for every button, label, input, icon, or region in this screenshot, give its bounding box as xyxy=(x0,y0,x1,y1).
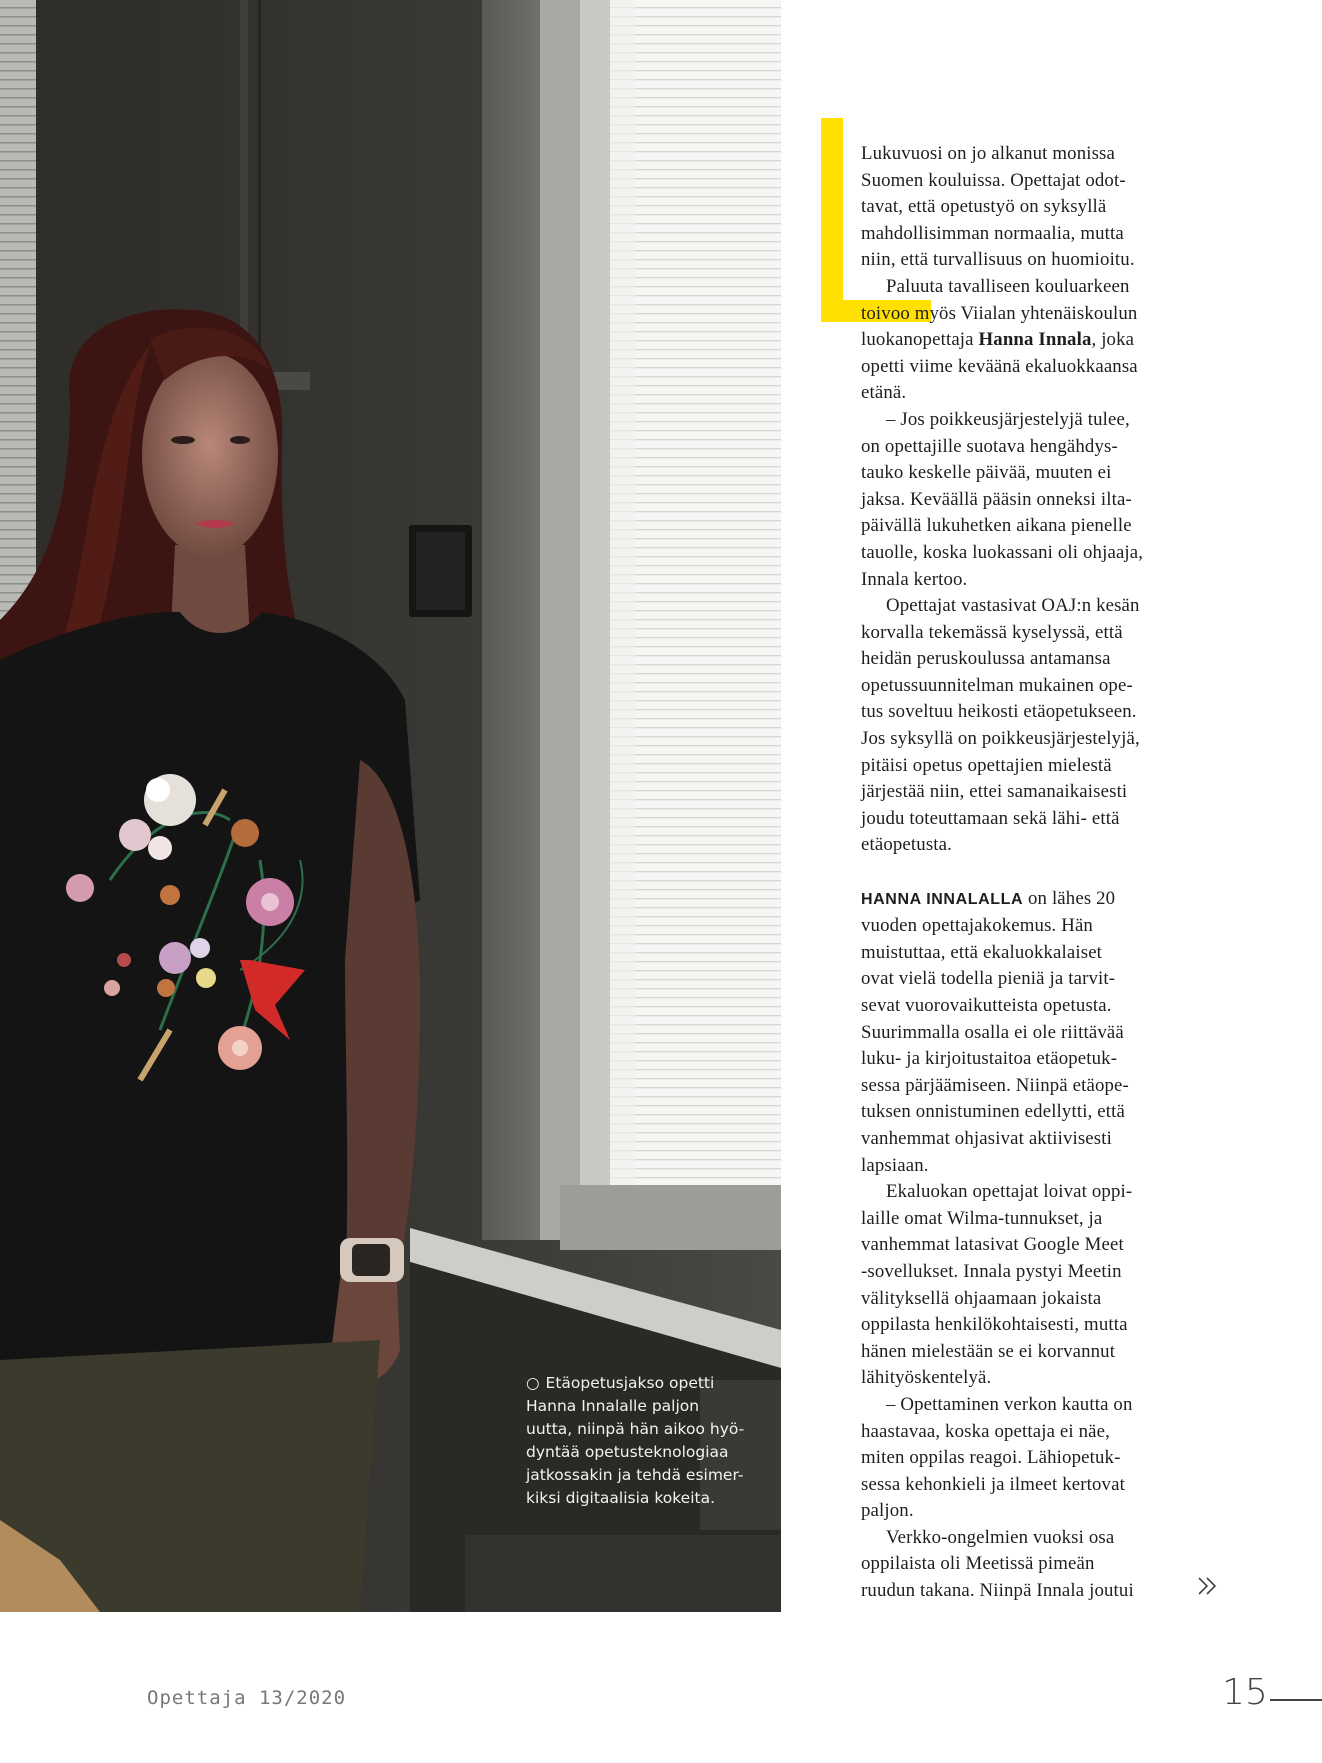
text-line: tus soveltuu heikosti etäopetukseen. xyxy=(861,701,1137,723)
text-line: hänen mielestään se ei korvannut xyxy=(861,1340,1116,1362)
text-line: oppilasta henkilökohtaisesti, mutta xyxy=(861,1314,1128,1336)
text-line: – Jos poikkeusjärjestelyjä tulee, xyxy=(886,408,1130,430)
footer-issue: Opettaja 13/2020 xyxy=(147,1687,347,1709)
text-line: -sovellukset. Innala pystyi Meetin xyxy=(861,1260,1122,1282)
text-line: – Opettaminen verkon kautta on xyxy=(886,1393,1133,1415)
text-line: muistuttaa, että ekaluokkalaiset xyxy=(861,941,1103,963)
text-line: Suurimmalla osalla ei ole riittävää xyxy=(861,1021,1124,1043)
text-line: opetussuunnitelman mukainen ope- xyxy=(861,674,1133,696)
text-line: haastavaa, koska opettaja ei näe, xyxy=(861,1420,1110,1442)
text-line: korvalla tekemässä kyselyssä, että xyxy=(861,621,1123,643)
caption-line: jatkossakin ja tehdä esimer- xyxy=(526,1466,744,1484)
text-line: tauolle, koska luokassani oli ohjaaja, xyxy=(861,541,1144,563)
caption-line: kiksi digitaalisia kokeita. xyxy=(526,1489,716,1507)
text-line: sessa kehonkieli ja ilmeet kertovat xyxy=(861,1473,1125,1495)
text-line: luokanopettaja xyxy=(861,329,979,351)
text-line: tavat, että opetustyö on syksyllä xyxy=(861,196,1107,218)
text-line: luku- ja kirjoitustaitoa etäopetuk- xyxy=(861,1048,1118,1070)
text-line: välityksellä ohjaamaan jokaista xyxy=(861,1287,1102,1309)
text-line: etänä. xyxy=(861,382,907,404)
text-line: pitäisi opetus opettajien mielestä xyxy=(861,754,1112,776)
photo-caption xyxy=(526,1372,756,1510)
text-line: joudu toteuttamaan sekä lähi- että xyxy=(861,807,1120,829)
caption-line: dyntää opetusteknologiaa xyxy=(526,1443,729,1461)
caption-line: uutta, niinpä hän aikoo hyö- xyxy=(526,1420,745,1438)
text-line: vuoden opettajakokemus. Hän xyxy=(861,915,1093,937)
person-name: Hanna Innala xyxy=(978,329,1092,351)
text-line: sessa pärjäämiseen. Niinpä etäope- xyxy=(861,1074,1129,1096)
text-line: lapsiaan. xyxy=(861,1154,929,1176)
text-line: vanhemmat ohjasivat aktiivisesti xyxy=(861,1127,1112,1149)
text-line: toivoo myös Viialan yhtenäiskoulun xyxy=(861,302,1138,324)
text-line: heidän peruskoulussa antamansa xyxy=(861,648,1111,670)
text-line: Opettajat vastasivat OAJ:n kesän xyxy=(886,595,1140,617)
paragraph-section-lead xyxy=(861,886,1198,1180)
text-line: ovat vielä todella pieniä ja tarvit- xyxy=(861,968,1116,990)
paragraph xyxy=(861,1392,1198,1525)
text-line: tauko keskelle päivää, muuten ei xyxy=(861,462,1112,484)
text-line: mahdollisimman normaalia, mutta xyxy=(861,222,1124,244)
text-line: oppilaista oli Meetissä pimeän xyxy=(861,1553,1095,1575)
page-number-rule xyxy=(1270,1699,1322,1701)
text-line: sevat vuorovaikutteista opetusta. xyxy=(861,995,1112,1016)
caption-line: Hanna Innalalle paljon xyxy=(526,1397,700,1415)
article-body xyxy=(861,141,1198,1605)
text-line: Lukuvuosi on jo alkanut monissa xyxy=(861,143,1116,164)
caption-line: Etäopetusjakso opetti xyxy=(545,1374,715,1392)
text-line: Innala kertoo. xyxy=(861,568,968,590)
lead-in-caps: HANNA INNALALLA xyxy=(861,890,1024,908)
text-line: ruudun takana. Niinpä Innala joutui xyxy=(861,1580,1134,1602)
text-line: opetti viime keväänä ekaluokkaansa xyxy=(861,355,1138,377)
paragraph xyxy=(861,593,1198,859)
text-line: paljon. xyxy=(861,1500,914,1522)
text-line: Suomen kouluissa. Opettajat odot- xyxy=(861,169,1126,191)
text-line: Verkko-ongelmien vuoksi osa xyxy=(886,1526,1115,1548)
page-number: 15 xyxy=(1222,1672,1268,1713)
paragraph xyxy=(861,407,1198,593)
text-line: Jos syksyllä on poikkeusjärjestelyjä, xyxy=(861,728,1140,750)
paragraph-intro xyxy=(861,141,1198,274)
continue-chevrons-icon xyxy=(1196,1575,1220,1597)
paragraph xyxy=(861,1525,1198,1605)
paragraph xyxy=(861,1179,1198,1392)
caption-bullet-icon: ○ xyxy=(526,1374,540,1392)
text-line: lähityöskentelyä. xyxy=(861,1367,992,1389)
text-line: laille omat Wilma-tunnukset, ja xyxy=(861,1207,1103,1229)
text-line: vanhemmat latasivat Google Meet xyxy=(861,1234,1124,1256)
text-line: on opettajille suotava hengähdys- xyxy=(861,435,1118,457)
text-line: päivällä lukuhetken aikana pienelle xyxy=(861,515,1132,537)
text-line: jaksa. Keväällä pääsin onneksi ilta- xyxy=(861,488,1132,510)
text-line: järjestää niin, ettei samanaikaisesti xyxy=(861,781,1128,803)
text-line: tuksen onnistuminen edellytti, että xyxy=(861,1101,1125,1123)
text-line: miten oppilas reagoi. Lähiopetuk- xyxy=(861,1447,1121,1469)
text-line: etäopetusta. xyxy=(861,834,952,856)
text-line: Ekaluokan opettajat loivat oppi- xyxy=(886,1181,1133,1203)
text-line: niin, että turvallisuus on huomioitu. xyxy=(861,249,1135,271)
text-line: , joka xyxy=(1091,329,1135,351)
text-line: Paluuta tavalliseen kouluarkeen xyxy=(886,275,1130,297)
text-line: on lähes 20 xyxy=(1023,887,1116,909)
paragraph xyxy=(861,274,1198,407)
